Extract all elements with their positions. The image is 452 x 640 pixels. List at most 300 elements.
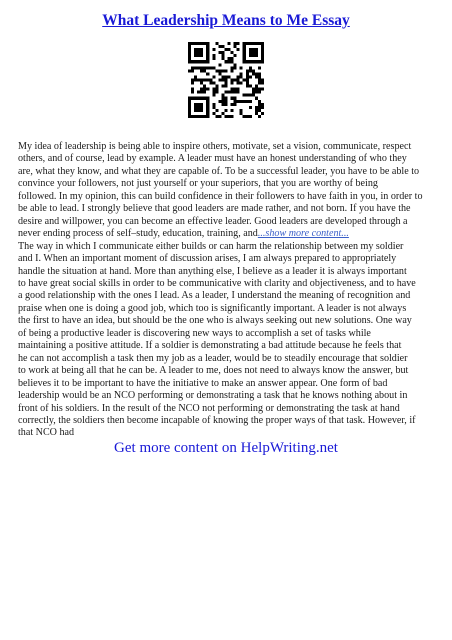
qr-module: [212, 112, 215, 115]
qr-module: [246, 42, 249, 45]
qr-module: [240, 100, 243, 103]
qr-module: [252, 91, 255, 94]
qr-module: [240, 75, 243, 78]
qr-module: [218, 78, 221, 81]
qr-module: [249, 42, 252, 45]
qr-module: [255, 97, 258, 100]
qr-module: [194, 109, 197, 112]
qr-module: [212, 88, 215, 91]
text-line: are, what they know, and what they are capable of. To be a successful leader, you have to be able to: [18, 165, 420, 177]
qr-module: [188, 69, 191, 72]
qr-module: [200, 97, 203, 100]
qr-module: [258, 91, 261, 94]
qr-module: [243, 45, 246, 48]
qr-module: [194, 103, 197, 106]
qr-module: [206, 72, 209, 75]
qr-module: [243, 48, 246, 51]
qr-module: [228, 91, 231, 94]
qr-module: [258, 60, 261, 63]
qr-module: [231, 88, 234, 91]
qr-module: [243, 100, 246, 103]
qr-module: [224, 78, 227, 81]
qr-module: [258, 106, 261, 109]
qr-module: [249, 85, 252, 88]
qr-module: [246, 75, 249, 78]
qr-module: [203, 66, 206, 69]
qr-module: [206, 45, 209, 48]
qr-module: [194, 106, 197, 109]
text-line: followed. In my opinion, this can build confidence in their followers to have faith in you, in order to: [18, 190, 423, 202]
paragraph-2: [18, 241, 438, 440]
qr-module: [249, 51, 252, 54]
qr-module: [188, 45, 191, 48]
text-line: The way in which I communicate either builds or can harm the relationship between my soldier: [18, 240, 404, 252]
qr-module: [252, 42, 255, 45]
qr-module: [215, 69, 218, 72]
qr-module: [231, 66, 234, 69]
qr-module: [246, 94, 249, 97]
qr-module: [240, 82, 243, 85]
qr-module: [215, 91, 218, 94]
qr-module: [255, 42, 258, 45]
qr-module: [206, 54, 209, 57]
qr-module: [209, 78, 212, 81]
qr-module: [224, 91, 227, 94]
qr-module: [197, 91, 200, 94]
qr-module: [237, 75, 240, 78]
qr-module: [218, 51, 221, 54]
qr-module: [237, 78, 240, 81]
qr-module: [206, 115, 209, 118]
qr-module: [212, 91, 215, 94]
qr-module: [249, 106, 252, 109]
text-line: that NCO had: [18, 427, 75, 439]
qr-module: [209, 66, 212, 69]
qr-module: [188, 106, 191, 109]
qr-module: [215, 109, 218, 112]
qr-module: [206, 106, 209, 109]
essay-body: [18, 141, 438, 440]
qr-module: [188, 60, 191, 63]
qr-module: [261, 48, 264, 51]
qr-module: [188, 103, 191, 106]
qr-module: [234, 45, 237, 48]
qr-module: [261, 88, 264, 91]
qr-module: [231, 57, 234, 60]
qr-module: [194, 48, 197, 51]
qr-module: [258, 109, 261, 112]
qr-module: [224, 60, 227, 63]
qr-module: [218, 100, 221, 103]
text-line: maintaining a positive attitude. If a soldier is demonstrating a bad attitude because he feels that: [18, 340, 402, 352]
qr-module: [228, 42, 231, 45]
qr-module: [206, 60, 209, 63]
qr-module: [221, 57, 224, 60]
qr-module: [246, 69, 249, 72]
qr-module: [258, 115, 261, 118]
qr-module: [206, 97, 209, 100]
qr-module: [197, 106, 200, 109]
qr-module: [188, 54, 191, 57]
qr-module: [197, 51, 200, 54]
qr-module: [261, 103, 264, 106]
qr-module: [212, 94, 215, 97]
qr-module: [234, 66, 237, 69]
qr-module: [206, 42, 209, 45]
qr-module: [188, 51, 191, 54]
qr-module: [221, 112, 224, 115]
qr-module: [197, 115, 200, 118]
qr-module: [261, 54, 264, 57]
qr-module: [224, 103, 227, 106]
qr-code-icon: [188, 42, 264, 118]
qr-module: [191, 97, 194, 100]
qr-module: [203, 97, 206, 100]
qr-module: [200, 54, 203, 57]
qr-module: [258, 88, 261, 91]
qr-module: [258, 72, 261, 75]
qr-module: [200, 115, 203, 118]
qr-module: [231, 97, 234, 100]
qr-module: [234, 103, 237, 106]
qr-module: [231, 109, 234, 112]
qr-module: [261, 57, 264, 60]
qr-module: [249, 48, 252, 51]
qr-module: [237, 48, 240, 51]
qr-module: [212, 48, 215, 51]
qr-module: [261, 106, 264, 109]
text-line: of being a productive leader is discovering new ways to accomplish a set of tasks while: [18, 327, 371, 339]
text-line: correctly, the soldiers then become incapable of knowing the proper ways of that task. However, if: [18, 414, 416, 426]
qr-module: [252, 60, 255, 63]
qr-module: [206, 88, 209, 91]
qr-module: [255, 85, 258, 88]
qr-module: [234, 97, 237, 100]
qr-module: [237, 42, 240, 45]
qr-module: [197, 109, 200, 112]
qr-module: [203, 91, 206, 94]
qr-module: [206, 103, 209, 106]
qr-module: [258, 75, 261, 78]
qr-module: [218, 115, 221, 118]
qr-module: [188, 42, 191, 45]
qr-module: [203, 78, 206, 81]
qr-module: [224, 48, 227, 51]
qr-module: [194, 97, 197, 100]
qr-module: [194, 78, 197, 81]
qr-module: [200, 91, 203, 94]
qr-module: [237, 82, 240, 85]
qr-module: [200, 103, 203, 106]
qr-module: [237, 100, 240, 103]
qr-module: [206, 78, 209, 81]
qr-module: [255, 91, 258, 94]
qr-module: [200, 106, 203, 109]
qr-module: [218, 72, 221, 75]
qr-module: [191, 88, 194, 91]
qr-module: [252, 69, 255, 72]
qr-module: [212, 54, 215, 57]
qr-module: [206, 48, 209, 51]
qr-module: [203, 60, 206, 63]
document-title: What Leadership Means to Me Essay: [102, 12, 350, 29]
qr-module: [224, 82, 227, 85]
qr-module: [249, 66, 252, 69]
qr-module: [200, 109, 203, 112]
qr-module: [203, 85, 206, 88]
qr-module: [191, 66, 194, 69]
qr-module: [206, 100, 209, 103]
qr-module: [221, 97, 224, 100]
qr-module: [234, 63, 237, 66]
qr-module: [261, 82, 264, 85]
qr-module: [203, 115, 206, 118]
qr-module: [209, 82, 212, 85]
qr-module: [218, 63, 221, 66]
qr-module: [221, 78, 224, 81]
qr-module: [261, 78, 264, 81]
paragraph-1-last-text: never ending process of self–study, education, training, and: [18, 228, 258, 240]
qr-module: [224, 75, 227, 78]
qr-module: [224, 85, 227, 88]
qr-module: [206, 51, 209, 54]
qr-module: [188, 115, 191, 118]
qr-module: [203, 88, 206, 91]
qr-module: [197, 66, 200, 69]
qr-module: [188, 57, 191, 60]
qr-module: [249, 54, 252, 57]
text-line: be able to lead. I strongly believe that good leaders are made rather, and not born. If you have the: [18, 203, 411, 215]
qr-module: [188, 97, 191, 100]
qr-module: [228, 57, 231, 60]
qr-module: [197, 42, 200, 45]
qr-module: [191, 69, 194, 72]
qr-module: [246, 72, 249, 75]
qr-module: [240, 66, 243, 69]
qr-module: [221, 51, 224, 54]
qr-module: [255, 51, 258, 54]
qr-module: [215, 115, 218, 118]
qr-module: [228, 75, 231, 78]
paragraph-1-last-line: [18, 228, 438, 240]
qr-module: [212, 57, 215, 60]
qr-module: [212, 82, 215, 85]
text-line: to work at being all that he can be. A leader to me, does not need to always know the answer, but: [18, 365, 409, 377]
qr-module: [191, 91, 194, 94]
qr-module: [243, 42, 246, 45]
qr-module: [243, 78, 246, 81]
qr-module: [197, 103, 200, 106]
qr-module: [194, 60, 197, 63]
qr-module: [246, 78, 249, 81]
qr-module: [194, 42, 197, 45]
qr-module: [246, 60, 249, 63]
text-line: to have great social skills in order to be communicative with clarity and objectiveness, and to have: [18, 277, 416, 289]
text-line: the first to have an idea, but should be the one who is always seeking out new solutions. One way: [18, 315, 412, 327]
qr-module: [258, 82, 261, 85]
text-line: My idea of leadership is being able to inspire others, motivate, set a vision, communicate, respect: [18, 141, 412, 152]
qr-module: [206, 112, 209, 115]
qr-module: [258, 66, 261, 69]
qr-module: [231, 60, 234, 63]
qr-module: [249, 69, 252, 72]
qr-module: [252, 94, 255, 97]
qr-module: [234, 88, 237, 91]
text-line: praise when one is doing a good job, which too is significantly important. A leader is not always: [18, 302, 407, 314]
text-line: desire and willpower, you can become an effective leader. Good leaders are developed through a: [18, 215, 408, 227]
qr-module: [240, 112, 243, 115]
qr-module: [249, 115, 252, 118]
qr-module: [215, 42, 218, 45]
qr-module: [261, 112, 264, 115]
qr-module: [261, 45, 264, 48]
qr-module: [194, 75, 197, 78]
qr-module: [200, 42, 203, 45]
qr-module: [215, 88, 218, 91]
qr-module: [221, 69, 224, 72]
qr-module: [221, 103, 224, 106]
qr-module: [258, 103, 261, 106]
qr-module: [255, 72, 258, 75]
qr-module: [228, 60, 231, 63]
qr-module: [255, 54, 258, 57]
qr-module: [200, 66, 203, 69]
qr-module: [231, 69, 234, 72]
qr-module: [200, 60, 203, 63]
qr-module: [197, 48, 200, 51]
qr-module: [255, 75, 258, 78]
text-line: leadership would be an NCO performing or demonstrating a task that he knows nothing about in: [18, 390, 408, 402]
get-more-content-link[interactable]: Get more content on HelpWriting.net: [114, 440, 338, 456]
qr-module: [231, 82, 234, 85]
qr-module: [194, 51, 197, 54]
qr-module: [197, 97, 200, 100]
qr-module: [261, 42, 264, 45]
qr-module: [246, 82, 249, 85]
qr-module: [234, 100, 237, 103]
qr-module: [252, 48, 255, 51]
qr-module: [237, 91, 240, 94]
qr-module: [255, 48, 258, 51]
qr-module: [246, 115, 249, 118]
qr-module: [246, 100, 249, 103]
qr-module: [234, 42, 237, 45]
qr-module: [203, 69, 206, 72]
qr-module: [188, 48, 191, 51]
qr-module: [218, 45, 221, 48]
qr-module: [246, 85, 249, 88]
qr-module: [191, 60, 194, 63]
qr-module: [228, 115, 231, 118]
qr-module: [231, 78, 234, 81]
show-more-link[interactable]: ...show more content...: [257, 228, 349, 240]
qr-module: [231, 51, 234, 54]
qr-module: [221, 94, 224, 97]
qr-module: [234, 78, 237, 81]
qr-module: [200, 48, 203, 51]
qr-module: [243, 115, 246, 118]
qr-module: [234, 54, 237, 57]
qr-module: [191, 78, 194, 81]
qr-module: [252, 88, 255, 91]
qr-module: [243, 51, 246, 54]
qr-module: [261, 60, 264, 63]
qr-module: [206, 57, 209, 60]
text-line: believes it to be important to have the initiative to make an answer appear. One form of bad: [18, 377, 388, 389]
qr-module: [224, 100, 227, 103]
text-line: handle the situation at hand. More than anything else, I believe as a leader it is always important: [18, 265, 407, 277]
qr-module: [197, 54, 200, 57]
qr-module: [258, 42, 261, 45]
qr-module: [224, 69, 227, 72]
qr-module: [200, 82, 203, 85]
qr-module: [255, 60, 258, 63]
qr-module: [200, 88, 203, 91]
qr-module: [221, 85, 224, 88]
qr-module: [206, 66, 209, 69]
qr-module: [221, 54, 224, 57]
qr-module: [191, 115, 194, 118]
qr-module: [206, 109, 209, 112]
qr-module: [200, 51, 203, 54]
qr-module: [237, 88, 240, 91]
qr-module: [221, 75, 224, 78]
qr-module: [258, 100, 261, 103]
qr-module: [224, 97, 227, 100]
qr-module: [255, 88, 258, 91]
qr-module: [194, 66, 197, 69]
qr-module: [212, 103, 215, 106]
text-line: convince your followers, not just yourself or your superiors, that you are worthy of being: [18, 178, 378, 190]
qr-module: [203, 42, 206, 45]
qr-module: [188, 112, 191, 115]
text-line: he can not accomplish a task then my job as a leader, would be to steadily encourage that soldier: [18, 352, 408, 364]
qr-module: [252, 51, 255, 54]
text-line: and I. When an important moment of discussion arises, I am always prepared to appropriately: [18, 253, 397, 265]
qr-module: [255, 106, 258, 109]
qr-module: [228, 48, 231, 51]
text-line: a good relationship with the ones I lead. As a leader, I understand the meaning of recognition and: [18, 290, 411, 302]
qr-module: [194, 54, 197, 57]
qr-module: [249, 94, 252, 97]
qr-module: [258, 78, 261, 81]
qr-module: [252, 54, 255, 57]
qr-module: [255, 112, 258, 115]
qr-module: [191, 42, 194, 45]
qr-module: [200, 69, 203, 72]
qr-module: [261, 51, 264, 54]
qr-module: [197, 60, 200, 63]
qr-module: [243, 94, 246, 97]
qr-module: [191, 82, 194, 85]
text-line: others, and of course, lead by example. A leader must have an honest understanding of who they: [18, 153, 407, 165]
qr-module: [188, 109, 191, 112]
text-line: front of his soldiers. In the result of the NCO not performing or demonstrating the task at hand: [18, 402, 400, 414]
qr-module: [243, 60, 246, 63]
qr-module: [231, 91, 234, 94]
qr-module: [249, 60, 252, 63]
qr-module: [252, 72, 255, 75]
qr-module: [212, 66, 215, 69]
qr-module: [194, 115, 197, 118]
qr-module: [240, 109, 243, 112]
qr-module: [249, 75, 252, 78]
qr-module: [231, 115, 234, 118]
qr-module: [221, 45, 224, 48]
qr-module: [240, 72, 243, 75]
qr-module: [249, 100, 252, 103]
qr-module: [231, 103, 234, 106]
